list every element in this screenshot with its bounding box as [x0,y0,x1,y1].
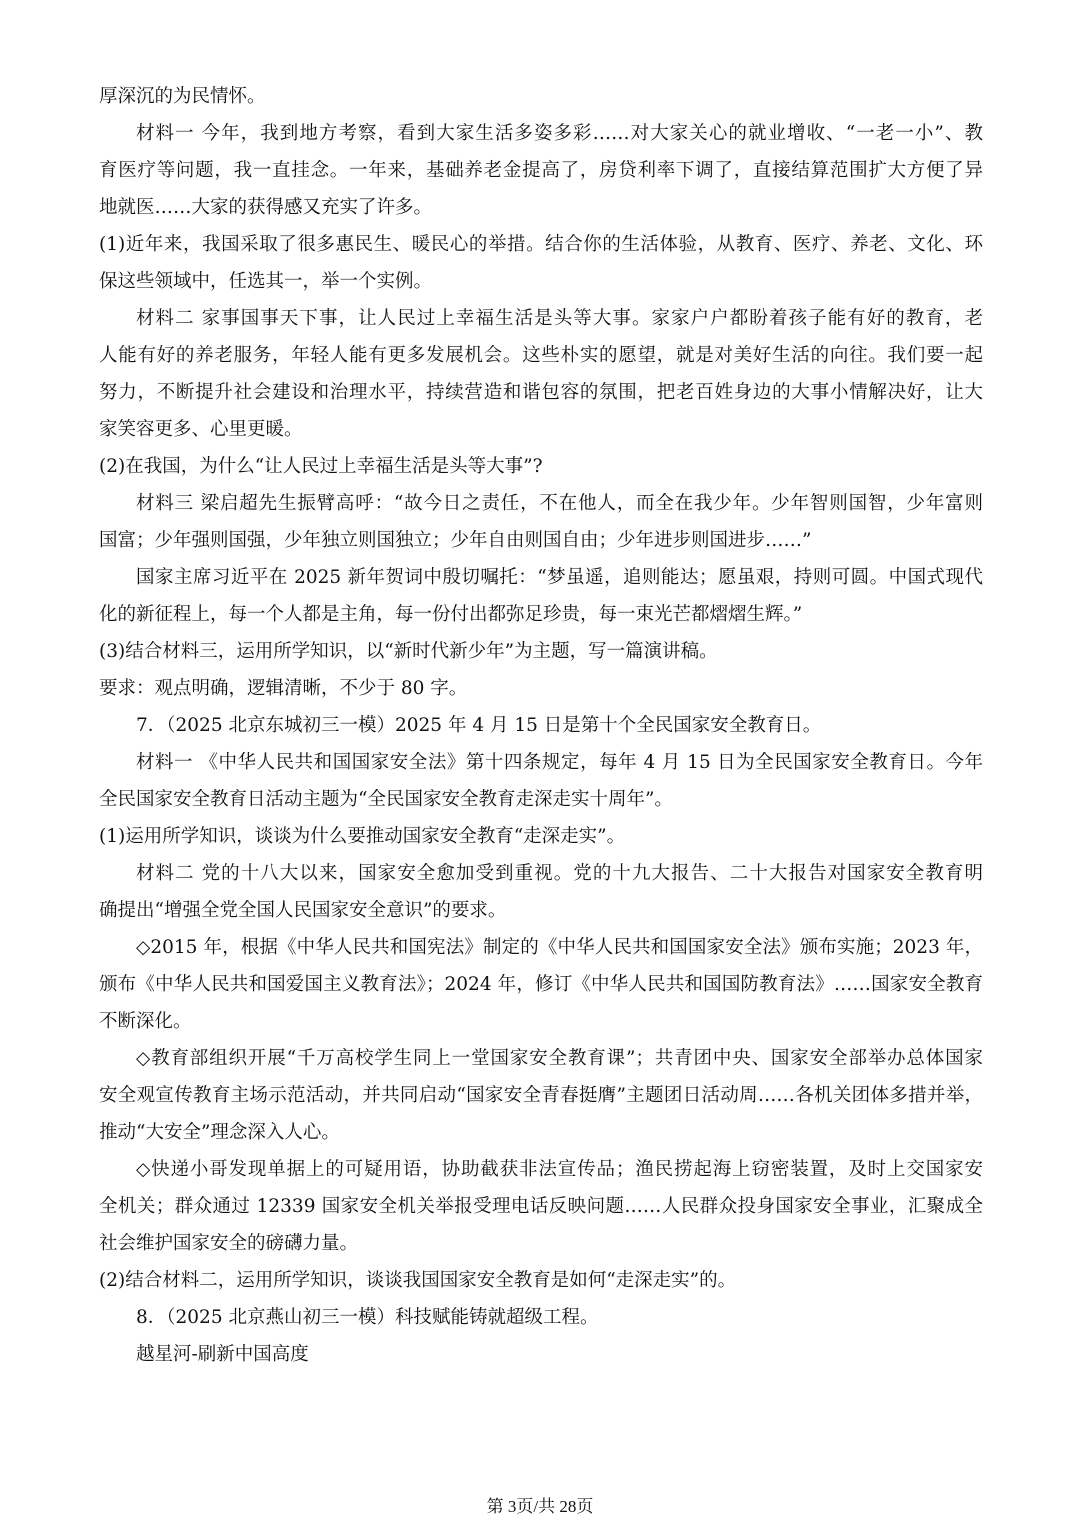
text-line: 厚深沉的为民情怀。 [99,86,266,107]
text-line: 国家主席习近平在 2025 新年贺词中殷切嘱托：“梦虽遥，追则能达；愿虽艰，持则可圆。中国式现代 [136,567,983,588]
text-line: 社会维护国家安全的磅礴力量。 [99,1233,359,1254]
text-line: (1)近年来，我国采取了很多惠民生、暖民心的举措。结合你的生活体验，从教育、医疗、养老、文化、环 [99,234,983,255]
text-line: (2)结合材料二，运用所学知识，谈谈我国国家安全教育是如何“走深走实”的。 [99,1270,737,1291]
text-line: 国富；少年强则国强，少年独立则国独立；少年自由则国自由；少年进步则国进步……” [99,530,812,551]
text-line: 育医疗等问题，我一直挂念。一年来，基础养老金提高了，房贷利率下调了，直接结算范围扩大方便了异 [99,160,983,181]
text-line: (3)结合材料三，运用所学知识，以“新时代新少年”为主题，写一篇演讲稿。 [99,641,718,662]
text-line: (1)运用所学知识，谈谈为什么要推动国家安全教育“走深走实”。 [99,826,626,847]
text-line: 人能有好的养老服务，年轻人能有更多发展机会。这些朴实的愿望，就是对美好生活的向往。我们要一起 [99,345,983,366]
text-line: 8．（2025 北京燕山初三一模）科技赋能铸就超级工程。 [136,1307,599,1328]
text-line: 安全观宣传教育主场示范活动，并共同启动“国家安全青春挺膺”主题团日活动周……各机关团体多措并举， [99,1085,983,1106]
text-line: (2)在我国，为什么“让人民过上幸福生活是头等大事”? [99,456,543,477]
text-line: 越星河-刷新中国高度 [136,1344,309,1365]
text-line: ◇快递小哥发现单据上的可疑用语，协助截获非法宣传品；渔民捞起海上窃密装置，及时上交国家安 [136,1159,983,1180]
text-line: 不断深化。 [99,1011,192,1032]
text-line: 地就医……大家的获得感又充实了许多。 [99,197,433,218]
text-line: 家笑容更多、心里更暖。 [99,419,303,440]
text-line: 颁布《中华人民共和国爱国主义教育法》；2024 年，修订《中华人民共和国国防教育法》……国家安全教育 [99,974,983,995]
text-line: 材料一 《中华人民共和国国家安全法》第十四条规定，每年 4 月 15 日为全民国家安全教育日。今年 [136,752,983,773]
text-line: 材料二 家事国事天下事，让人民过上幸福生活是头等大事。家家户户都盼着孩子能有好的教育，老 [136,308,983,329]
text-line: 要求：观点明确，逻辑清晰，不少于 80 字。 [99,678,468,699]
text-line: 材料一 今年，我到地方考察，看到大家生活多姿多彩……对大家关心的就业增收、“一老一小”、教 [136,123,983,144]
text-line: 推动“大安全”理念深入人心。 [99,1122,340,1143]
text-line: 全机关；群众通过 12339 国家安全机关举报受理电话反映问题……人民群众投身国家安全事业，汇聚成全 [99,1196,983,1217]
text-line: 全民国家安全教育日活动主题为“全民国家安全教育走深走实十周年”。 [99,789,673,810]
text-line: 材料三 梁启超先生振臂高呼：“故今日之责任，不在他人，而全在我少年。少年智则国智，少年富则 [136,493,983,514]
text-line: 确提出“增强全党全国人民国家安全意识”的要求。 [99,900,507,921]
text-line: ◇教育部组织开展“千万高校学生同上一堂国家安全教育课”；共青团中央、国家安全部举办总体国家 [136,1048,983,1069]
page-footer: 第 3页/共 28页 [486,1497,594,1516]
text-line: 化的新征程上，每一个人都是主角，每一份付出都弥足珍贵，每一束光芒都熠熠生辉。” [99,604,803,625]
text-line: 保这些领域中，任选其一，举一个实例。 [99,271,433,292]
text-line: 7．（2025 北京东城初三一模）2025 年 4 月 15 日是第十个全民国家安全教育日。 [136,715,822,736]
text-line: ◇2015 年，根据《中华人民共和国宪法》制定的《中华人民共和国国家安全法》颁布实施；2023 年， [136,937,983,958]
text-line: 努力，不断提升社会建设和治理水平，持续营造和谐包容的氛围，把老百姓身边的大事小情解决好，让大 [99,382,983,403]
text-line: 材料二 党的十八大以来，国家安全愈加受到重视。党的十九大报告、二十大报告对国家安全教育明 [136,863,983,884]
document-body [99,78,983,1373]
